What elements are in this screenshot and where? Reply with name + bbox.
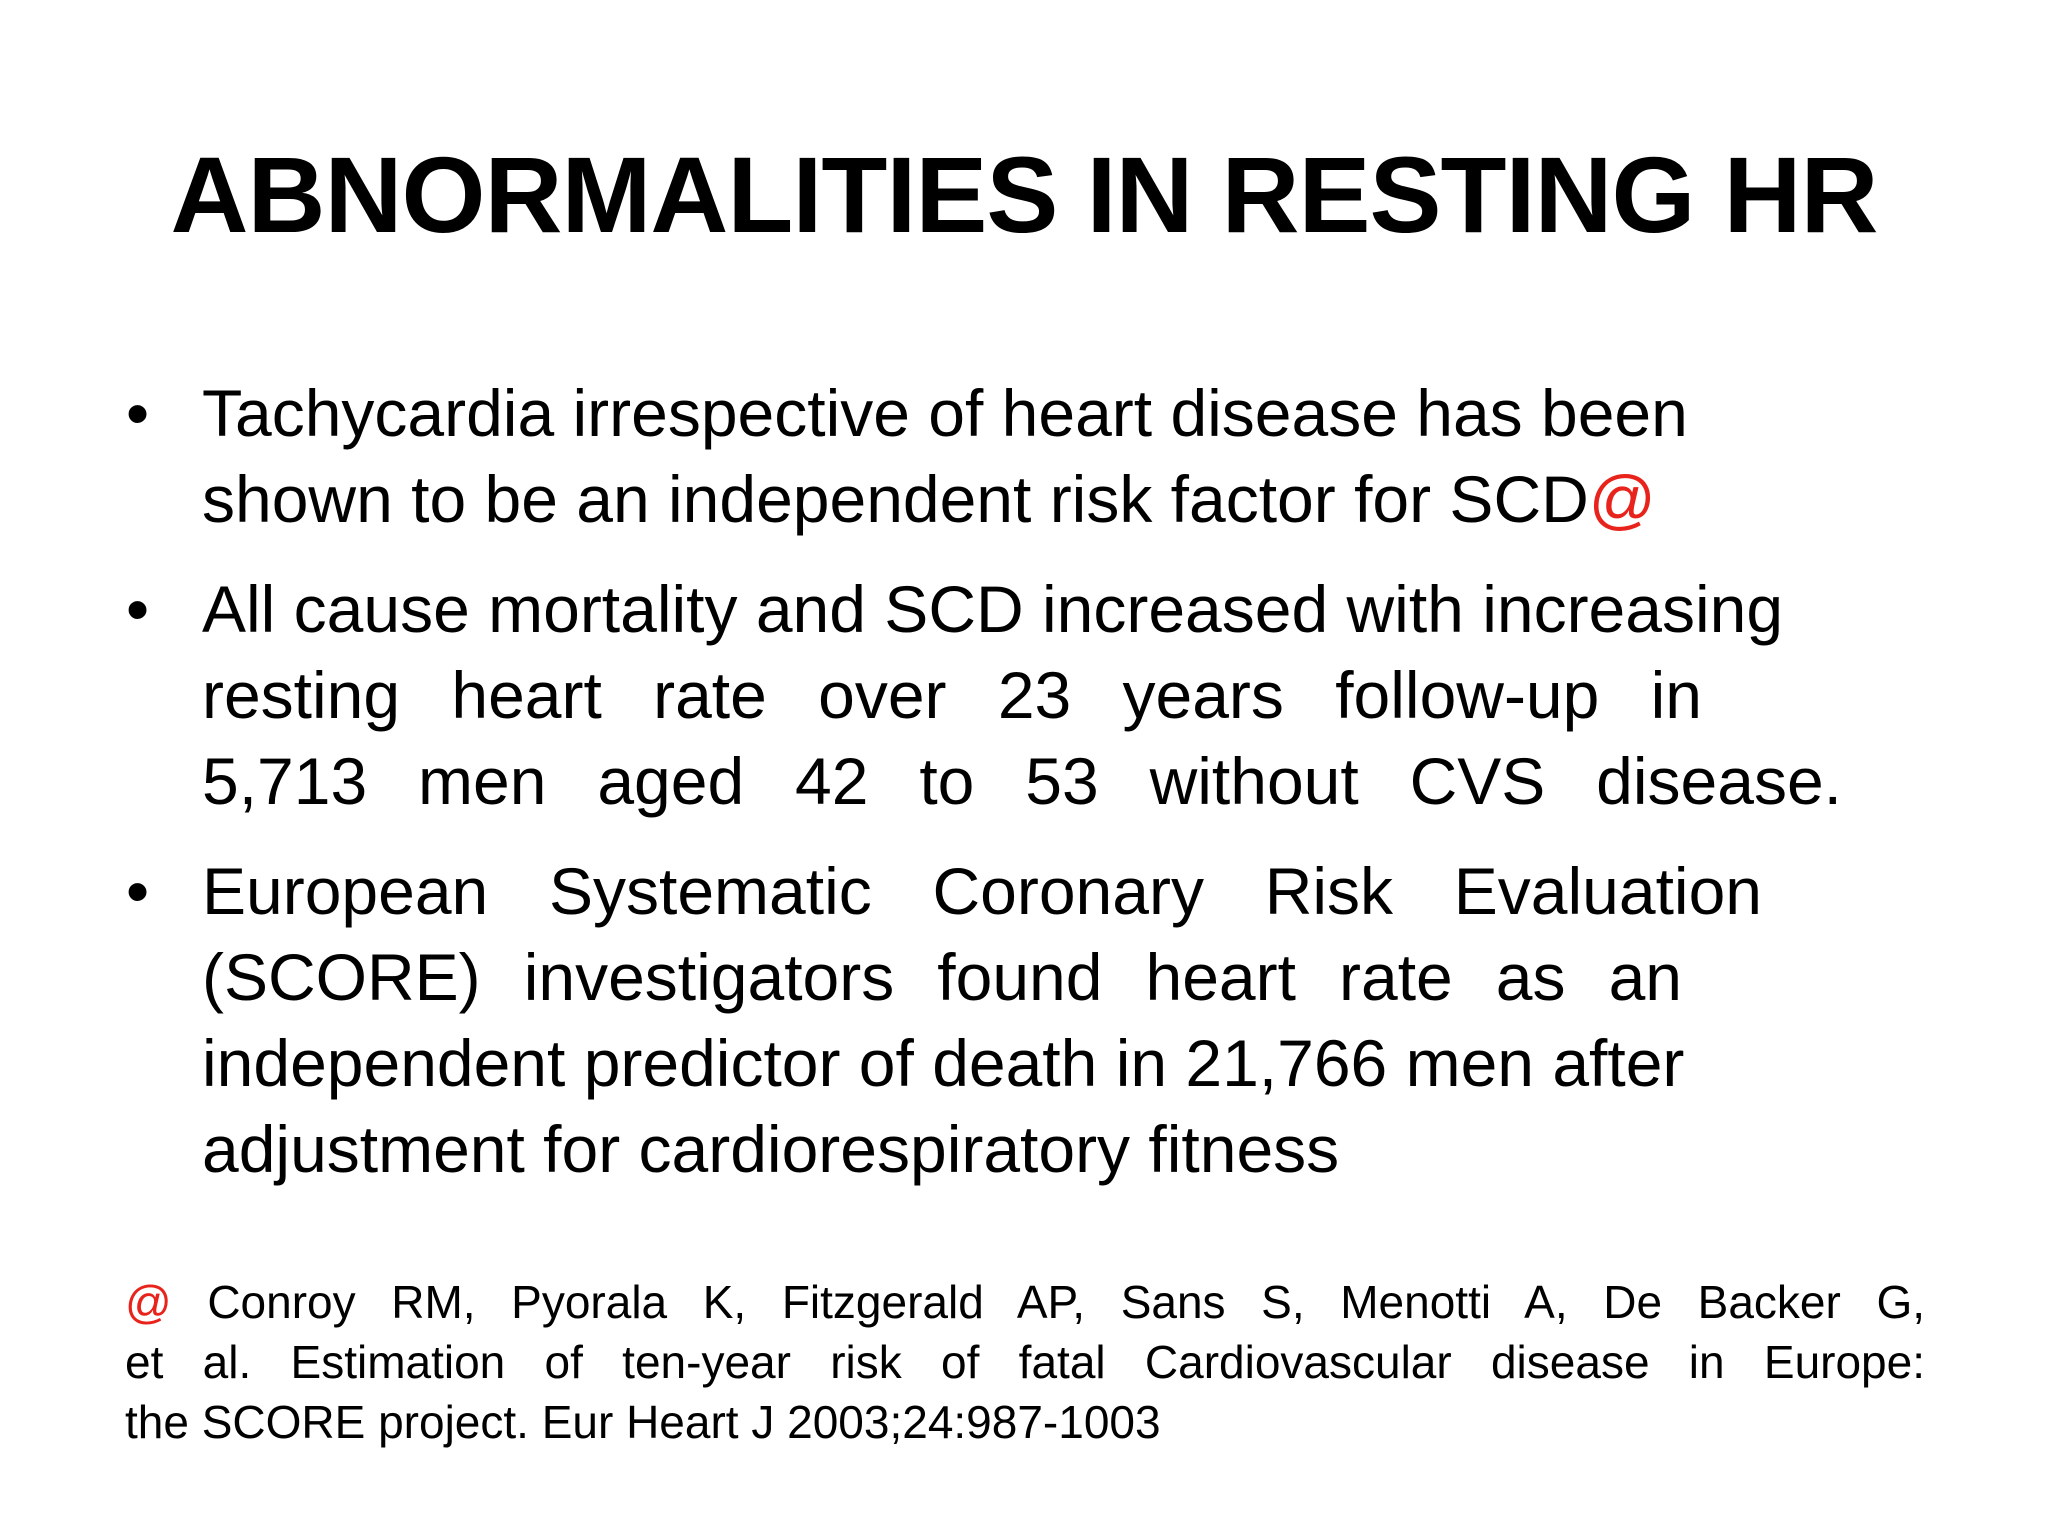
bullet-item-1 — [120, 370, 1950, 542]
bullet-3-line-2: (SCORE) investigators found heart rate as an — [202, 940, 1682, 1014]
bullet-3-line-4: adjustment for cardiorespiratory fitness — [202, 1112, 1340, 1186]
reference-line-1: Conroy RM, Pyorala K, Fitzgerald AP, Sans S, Menotti A, De Backer G, — [207, 1276, 1926, 1328]
bullet-1-line-2-wrap — [202, 456, 1950, 542]
bullet-list — [120, 370, 1950, 1216]
bullet-3-line-1: European Systematic Coronary Risk Evaluation — [202, 854, 1762, 928]
bullet-icon: • — [126, 572, 150, 646]
reference-marker: @ — [125, 1276, 172, 1328]
reference-citation — [125, 1272, 1925, 1452]
bullet-2-line-1: All cause mortality and SCD increased with increasing — [202, 572, 1784, 646]
bullet-3-line-3: independent predictor of death in 21,766 men after — [202, 1026, 1685, 1100]
reference-line-1-wrap — [125, 1272, 1925, 1332]
bullet-2-line-3: 5,713 men aged 42 to 53 without CVS disease. — [202, 744, 1842, 818]
bullet-item-3 — [120, 848, 1950, 1192]
slide-title: ABNORMALITIES IN RESTING HR — [170, 134, 1878, 255]
reference-line-2: et al. Estimation of ten-year risk of fatal Cardiovascular disease in Europe: — [125, 1336, 1925, 1388]
bullet-1-line-2: shown to be an independent risk factor for SCD — [202, 462, 1589, 536]
bullet-1-line-1: Tachycardia irrespective of heart disease has been — [202, 376, 1688, 450]
bullet-icon: • — [126, 376, 150, 450]
bullet-icon: • — [126, 854, 150, 928]
citation-marker: @ — [1588, 462, 1656, 536]
reference-line-3: the SCORE project. Eur Heart J 2003;24:987-1003 — [125, 1396, 1161, 1448]
bullet-item-2 — [120, 566, 1950, 824]
bullet-2-line-2: resting heart rate over 23 years follow-up in — [202, 658, 1702, 732]
